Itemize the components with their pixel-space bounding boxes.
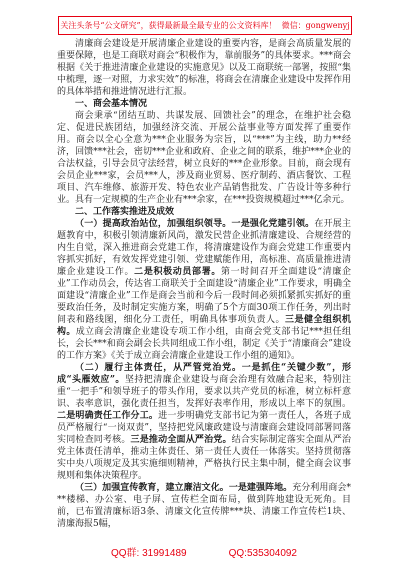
subsection-1-paragraph [57,218,351,362]
qq-group-number: QQ群: 31991489 [111,548,187,559]
subsection-1-text: 第一时间召开全面建设“清廉企业”工作动员会，传达省工商联关于全面建设“清廉企业”工作要求，明确全面建设“清廉企业”工作是商会当前和今后一段时间必须抓紧抓实抓好的重要政治任务，及时制定实施方案，明确了5个方面30项工作任务，列出时间表和路线图，细化分工责任，明确具体事项负责人。 [57,267,351,325]
basic-info-paragraph: 商会秉承“团结互助、共谋发展、回馈社会”的理念，在维护社会稳定、促进民族团结，加强经济交流、开展公益事业等方面发挥了重要作用。商会以全心全意为***企业服务为宗旨，以“***”为主线，助力**经济，回馈***社会，密切***企业和政府、企业之间的联系，维护***企业的合法权益，引导会员守法经营，树立良好的***企业形象。目前，商会现有会员企业***家，会员***人，涉及商业贸易、医疗制药、酒店餐饮、工程项目、汽车维修、旅游开发、特色农业产品销售批发、广告设计等多种行业。具有一定规模的生产企业有***余家，在***投资规模超过***亿余元。 [57,111,351,205]
subsection-2-lead: （二）履行主体责任，从严管党治党。一是抓住“关键少数”，形成“头雁效应”。 [57,363,351,385]
subsection-3-paragraph [57,482,351,530]
subsection-2-text: 坚持把清廉企业建设与商会治理有效融合起来，特别注重“一把手”和领导班子的带头作用，要求以共产党员的标准，树立标杆意识、表率意识，强化责任担当，发挥好表率作用，形成以上率下的氛围。 [57,375,351,409]
subsection-1-point-3: 三是健全组织机构。 [57,315,351,337]
subsection-2-point-3: 三是推动全面从严治党。 [130,435,232,445]
section-heading-progress: 二、工作落实推进及成效 [75,207,175,217]
qq-number: QQ:535304092 [228,548,297,559]
subsection-2-point-2: 二是明确责任工作分工。 [57,411,159,421]
subsection-1-text: 成立商会清廉企业建设专项工作小组，由商会党支部书记***担任组长，会长***和商会副会长共同组成工作小组，制定《关于“清廉商会”建设的工作方案》《关于成立商会清廉企业建设工作小组的通知》。 [57,327,351,361]
subsection-1-lead: （一）提高政治站位，加强组织领导。一是强化党建引领。 [75,219,315,229]
document-body [57,38,351,538]
section-heading-basic-info: 一、商会基本情况 [75,99,148,109]
promo-banner [58,16,352,35]
subsection-2-text: 结合实际制定落实全面从严治党主体责任清单，推动主体责任、第一责任人责任一体落实。坚持贯彻落实中央八项规定及其实施细则精神，严格执行民主集中制，健全商会议事规则和集体决策程序。 [57,435,351,481]
subsection-2-text: 进一步明确党支部书记为第一责任人，各班子成员严格履行“一岗双责”，坚持把党风廉政建设与清廉商会建设同部署同落实同检查同考核。 [57,411,351,445]
contact-footer [0,547,408,561]
subsection-3-lead: （三）加强宣传教育，建立廉洁文化。一是建强阵地。 [75,483,293,493]
subsection-3-text: 充分利用商会***楼梯、办公室、电子屏、宣传栏全面布局，做到阵地建设无死角。目前，已布置清廉标语3条、清廉文化宣传牌***块、清廉工作宣传栏1块、清廉海报5幅， [57,483,351,529]
promo-banner-text: 关注头条号“公文研究”，获得最新最全最专业的公文资料库！ 微信：gongwenyj [60,21,350,30]
subsection-2-paragraph [57,362,351,482]
subsection-1-text: 在开展主题教育中，积极引领清廉新风尚，激发民营企业抓清廉建设、合规经营的内生自觉，深入推进商会党建工作，将清廉建设作为商会党建工作重要内容抓实抓好，有效发挥党建引领、党建赋能作用，高标准、高质量推进清廉企业建设工作。 [57,219,351,277]
intro-paragraph: 清廉商会建设是开展清廉企业建设的重要内容，是商会高质量发展的重要保障，也是工商联对商会“积极作为，靠前服务”的具体要求。***商会根据《关于推进清廉企业建设的实施意见》以及工商联统一部署，按照“集中梳理，逐一对照，力求实效”的标准，将商会在清廉企业建设中发挥作用的具体举措和推进情况进行汇报。 [57,39,351,97]
subsection-1-point-2: 二是积极动员部署。 [134,267,221,277]
